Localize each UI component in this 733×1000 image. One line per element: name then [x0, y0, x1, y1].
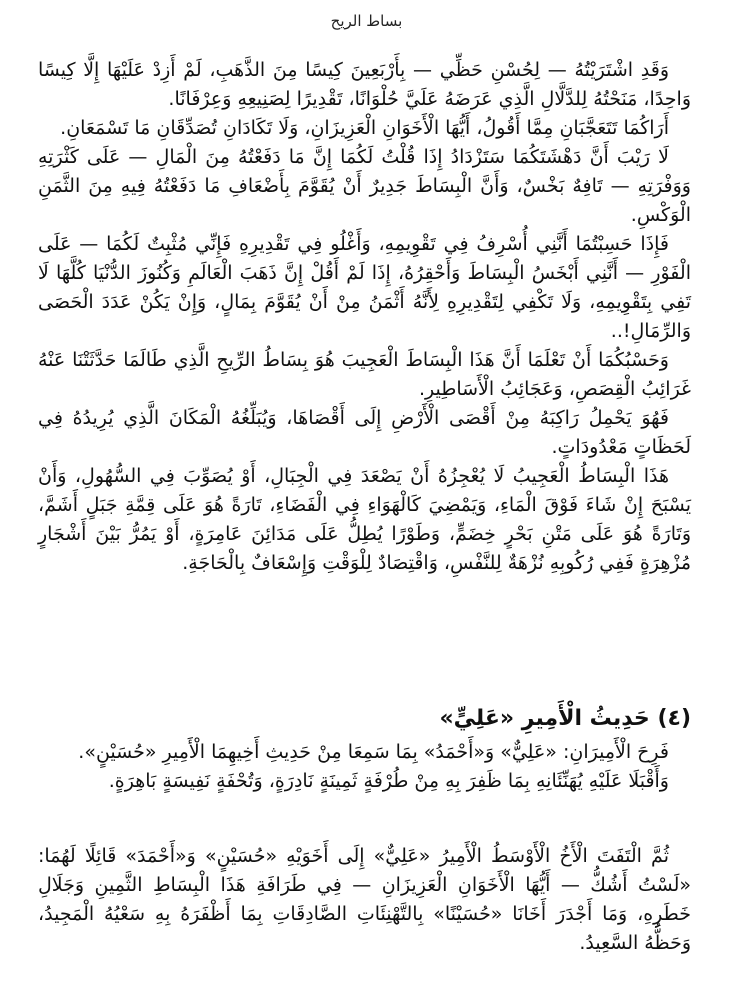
paragraph: لَا رَيْبَ أَنَّ دَهْشَتَكُمَا سَتَزْدَادُ إِذَا قُلْتُ لَكُمَا إِنَّ مَا دَفَعْتُهُ مِنَ الْمَالِ — عَلَى كَثْرَتِهِ وَوَفْرَتِهِ — تَافِهٌ بَخْسٌ، وَأَنَّ الْبِسَاطَ جَدِيرٌ أَنْ يُقَوَّمَ بِأَضْعَافِ مَا دَفَعْتُهُ فِيهِ مِنَ الثَّمَنِ الْوَكْسِ.	[38, 146, 691, 226]
paragraph: وَقَدِ اشْتَرَيْتُهُ — لِحُسْنِ حَظِّي — بِأَرْبَعِينَ كِيسًا مِنَ الذَّهَبِ، لَمْ أَزِدْ عَلَيْهَا إِلَّا كِيسًا وَاحِدًا، مَنَحْتُهُ لِلدَّلَّالِ الَّذِي عَرَضَهُ عَلَيَّ حُلْوَانًا، تَقْدِيرًا لِصَنِيعِهِ وَعِرْفَانًا.	[38, 59, 691, 110]
paragraph: فَرِحَ الْأَمِيرَانِ: «عَلِيٌّ» وَ«أَحْمَدُ» بِمَا سَمِعَا مِنْ حَدِيثِ أَخِيهِمَا الْأَمِيرِ «حُسَيْنٍ».	[78, 741, 669, 763]
paragraph: أَرَاكُمَا تَتَعَجَّبَانِ مِمَّا أَقُولُ، أَيُّهَا الْأَخَوَانِ الْعَزِيزَانِ، وَلَا تَكَادَانِ تُصَدِّقَانِ مَا تَسْمَعَانِ.	[60, 117, 669, 139]
paragraph: وَحَسْبُكُمَا أَنْ تَعْلَمَا أَنَّ هَذَا الْبِسَاطَ الْعَجِيبَ هُوَ بِسَاطُ الرِّيحِ الَّذِي طَالَمَا حَدَّثَتْنَا عَنْهُ غَرَائِبُ الْقِصَصِ، وَعَجَائِبُ الْأَسَاطِيرِ.	[38, 349, 691, 400]
narrative-section	[38, 56, 691, 578]
paragraph: فَهُوَ يَحْمِلُ رَاكِبَهُ مِنْ أَقْصَى الْأَرْضِ إِلَى أَقْصَاهَا، وَيُبَلِّغُهُ الْمَكَانَ الَّذِي يُرِيدُهُ فِي لَحَظَاتٍ مَعْدُودَاتٍ.	[38, 407, 691, 458]
chapter-heading: (٤) حَدِيثُ الْأَمِيرِ «عَلِيٍّ»	[439, 706, 691, 732]
chapter-opening	[38, 738, 691, 796]
paragraph: فَإِذَا حَسِبْتُمَا أَنَّنِي أُسْرِفُ فِي تَقْوِيمِهِ، وَأَغْلُو فِي تَقْدِيرِهِ فَإِنِّي مُثْبِتٌ لَكُمَا — عَلَى الْفَوْرِ — أَنَّنِي أَبْخَسُ الْبِسَاطَ وَأَحْقِرُهُ، إِذَا لَمْ أَقُلْ إِنَّ ذَهَبَ الْعَالَمِ وَكُنُوزَ الدُّنْيَا كُلَّهَا لَا تَفِي بِتَقْوِيمِهِ، وَلَا تَكْفِي لِتَقْدِيرِهِ لِأَنَّهُ أَثْمَنُ مِنْ أَنْ يُقَوَّمَ بِمَالٍ، وَإِنْ يَكُنْ عَدَدَ الْحَصَى وَالرِّمَالِ!..	[38, 233, 691, 342]
paragraph: وَأَقْبَلَا عَلَيْهِ يُهَنِّئَانِهِ بِمَا ظَفِرَ بِهِ مِنْ طُرْفَةٍ ثَمِينَةٍ نَادِرَةٍ، وَتُحْفَةٍ نَفِيسَةٍ بَاهِرَةٍ.	[108, 770, 669, 792]
running-header: بساط الريح	[330, 12, 403, 30]
paragraph: ثُمَّ الْتَفَتَ الْأَخُ الْأَوْسَطُ الْأَمِيرُ «عَلِيٌّ» إِلَى أَخَوَيْهِ «حُسَيْنٍ» وَ«أَحْمَدَ» قَائِلًا لَهُمَا: «لَسْتُ أَشُكُّ — أَيُّهَا الْأَخَوَانِ الْعَزِيزَانِ — فِي طَرَافَةِ هَذَا الْبِسَاطِ الثَّمِينِ وَجَلَالِ خَطَرِهِ، وَمَا أَجْدَرَ أَخَانَا «حُسَيْنًا» بِالتَّهْنِئَاتِ الصَّادِقَاتِ بِمَا أَظْفَرَهُ بِهِ سَعْيُهُ الْمَجِيدُ، وَحَظُّهُ السَّعِيدُ.	[38, 845, 691, 954]
chapter-dialogue	[38, 842, 691, 958]
paragraph: هَذَا الْبِسَاطُ الْعَجِيبُ لَا يُعْجِزُهُ أَنْ يَصْعَدَ فِي الْجِبَالِ، أَوْ يُصَوِّبَ فِي السُّهُولِ، وَأَنْ يَسْبَحَ إِنْ شَاءَ فَوْقَ الْمَاءِ، وَيَمْضِيَ كَالْهَوَاءِ فِي الْفَضَاءِ، تَارَةً هُوَ عَلَى قِمَّةِ جَبَلٍ أَشَمَّ، وَتَارَةً هُوَ عَلَى مَتْنِ بَحْرٍ خِضَمٍّ، وَطَوْرًا يُطِلُّ عَلَى مَدَائِنَ عَامِرَةٍ، أَوْ يَمُرُّ بَيْنَ أَشْجَارٍ مُزْهِرَةٍ فَفِي رُكُوبِهِ نُزْهَةٌ لِلنَّفْسِ، وَاقْتِصَادٌ لِلْوَقْتِ وَإِسْعَافٌ بِالْحَاجَةِ.	[38, 465, 691, 574]
